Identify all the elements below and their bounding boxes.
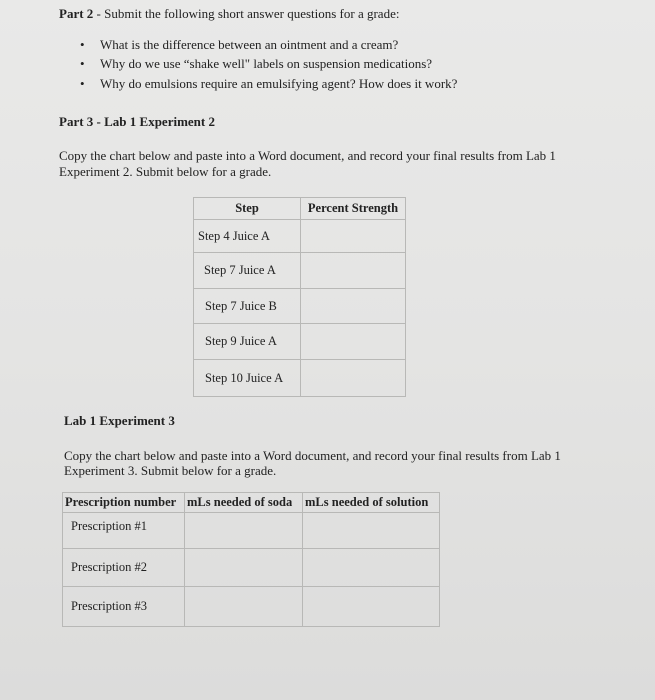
step-cell: Step 9 Juice A (194, 324, 301, 360)
experiment3-header-row (63, 493, 440, 513)
header-mls-solution: mLs needed of solution (303, 493, 440, 513)
mls-soda-cell[interactable] (185, 513, 303, 549)
prescription-cell: Prescription #1 (63, 513, 185, 549)
experiment2-header-row (194, 198, 406, 220)
experiment3-table (62, 492, 440, 627)
table-row (63, 587, 440, 627)
table-row (194, 253, 406, 289)
question-1: • What is the difference between an ointment and a cream? (100, 37, 398, 53)
percent-strength-cell[interactable] (301, 324, 406, 360)
step-cell: Step 7 Juice A (194, 253, 301, 289)
part2-heading (59, 6, 399, 22)
step-cell: Step 4 Juice A (194, 220, 301, 253)
part3-heading: Part 3 - Lab 1 Experiment 2 (59, 114, 215, 129)
part3-instructions-line1: Copy the chart below and paste into a Word document, and record your final results from Lab 1 (59, 148, 556, 163)
step-cell: Step 10 Juice A (194, 360, 301, 397)
header-percent-strength: Percent Strength (301, 198, 406, 220)
table-row (194, 220, 406, 253)
prescription-cell: Prescription #2 (63, 549, 185, 587)
percent-strength-cell[interactable] (301, 220, 406, 253)
experiment2-table (193, 197, 406, 397)
step-cell: Step 7 Juice B (194, 289, 301, 324)
question-2: • Why do we use “shake well" labels on suspension medications? (100, 56, 432, 72)
experiment3-instructions-line1: Copy the chart below and paste into a Word document, and record your final results from Lab 1 (64, 448, 561, 463)
part2-heading-text: - Submit the following short answer questions for a grade: (93, 6, 400, 21)
table-row (63, 549, 440, 587)
table-row (194, 289, 406, 324)
question-3: • Why do emulsions require an emulsifying agent? How does it work? (100, 76, 457, 92)
prescription-cell: Prescription #3 (63, 587, 185, 627)
percent-strength-cell[interactable] (301, 360, 406, 397)
percent-strength-cell[interactable] (301, 289, 406, 324)
mls-soda-cell[interactable] (185, 587, 303, 627)
part3-instructions-line2: Experiment 2. Submit below for a grade. (59, 164, 272, 179)
mls-solution-cell[interactable] (303, 587, 440, 627)
experiment3-instructions-line2: Experiment 3. Submit below for a grade. (64, 463, 277, 478)
percent-strength-cell[interactable] (301, 253, 406, 289)
mls-solution-cell[interactable] (303, 513, 440, 549)
part2-heading-bold: Part 2 (59, 6, 94, 21)
mls-solution-cell[interactable] (303, 549, 440, 587)
table-row (194, 360, 406, 397)
experiment3-heading: Lab 1 Experiment 3 (64, 413, 175, 428)
header-mls-soda: mLs needed of soda (185, 493, 303, 513)
header-prescription-number: Prescription number (63, 493, 185, 513)
table-row (63, 513, 440, 549)
header-step: Step (194, 198, 301, 220)
mls-soda-cell[interactable] (185, 549, 303, 587)
table-row (194, 324, 406, 360)
